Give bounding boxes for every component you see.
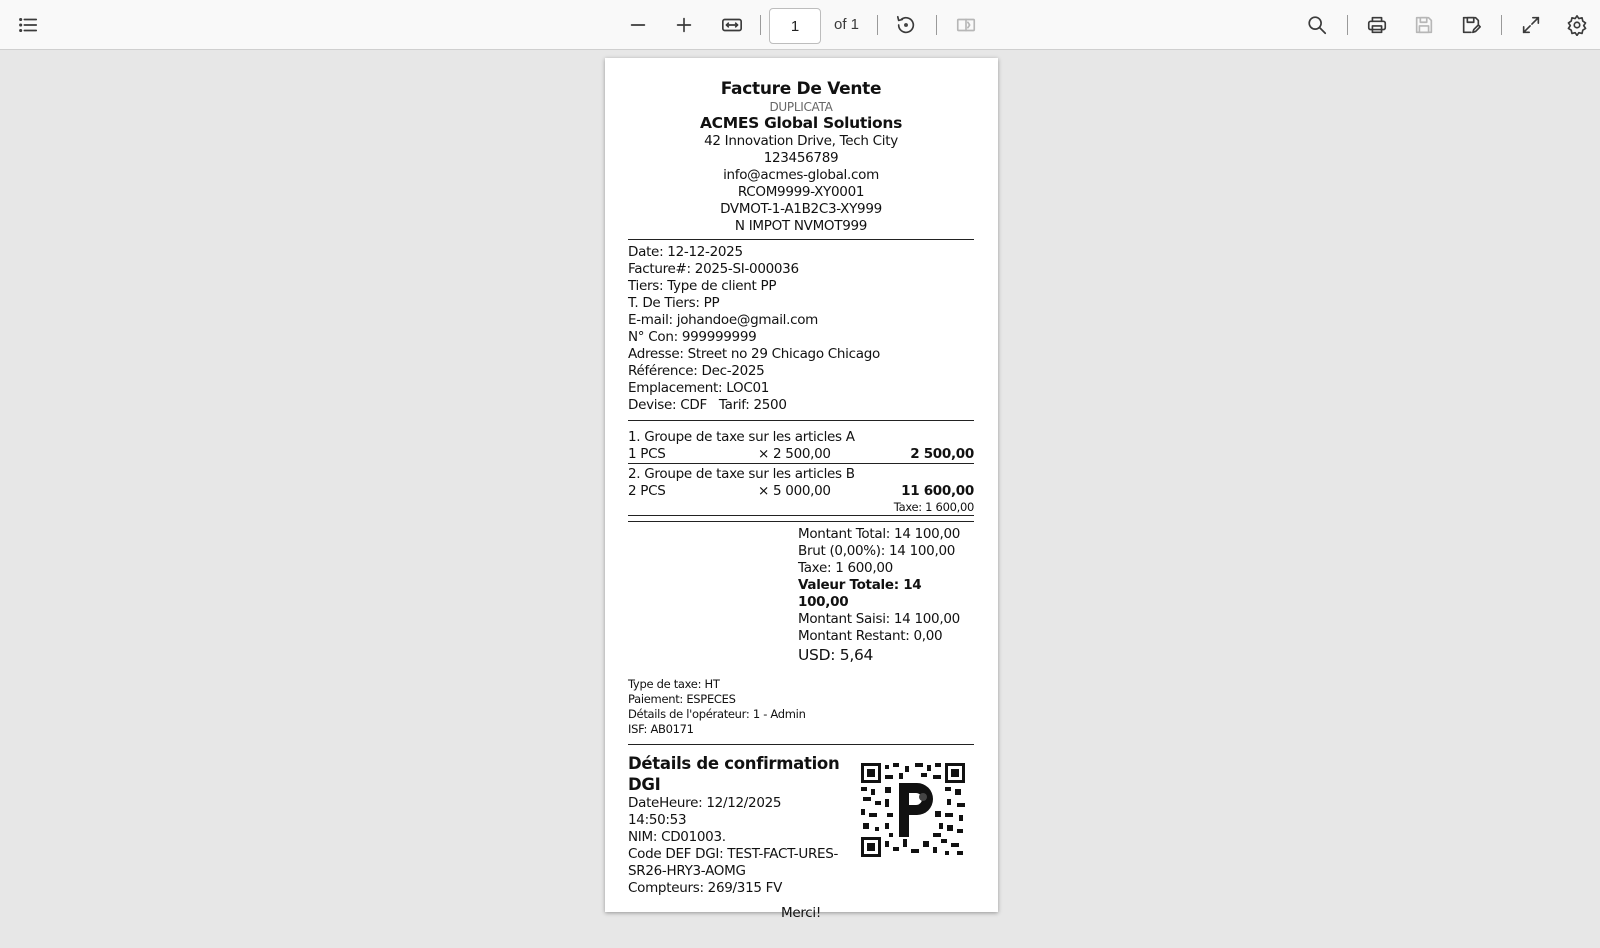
- toolbar-divider: [877, 15, 878, 35]
- dgi-line: Code DEF DGI: TEST-FACT-URES-SR26-HRY3-AOMG: [628, 846, 839, 879]
- item-qty: 1 PCS: [628, 446, 666, 462]
- page-count: of 1: [834, 16, 860, 33]
- company-rcom: RCOM9999-XY0001: [737, 184, 865, 200]
- info-line: N° Con: 999999999: [628, 329, 757, 345]
- list-icon[interactable]: [10, 7, 46, 43]
- fit-width-icon[interactable]: [714, 7, 750, 43]
- receipt: [628, 79, 974, 922]
- divider: [628, 463, 974, 464]
- dgi-line: Compteurs: 269/315 FV: [628, 880, 783, 896]
- info-line: Date: 12-12-2025: [628, 244, 743, 260]
- qr-code-icon: [861, 763, 965, 857]
- toolbar-divider: [936, 15, 937, 35]
- item-qty: 2 PCS: [628, 483, 666, 499]
- line-item: [628, 466, 974, 514]
- payment-line: Détails de l'opérateur: 1 - Admin: [628, 707, 806, 721]
- info-line: Facture#: 2025-SI-000036: [628, 261, 799, 277]
- total-saisi: Montant Saisi: 14 100,00: [798, 611, 960, 627]
- zoom-out-icon[interactable]: [620, 7, 656, 43]
- invoice-title: Facture De Vente: [720, 79, 882, 99]
- payment-info: [628, 677, 974, 737]
- company-dvmot: DVMOT-1-A1B2C3-XY999: [720, 201, 882, 217]
- total-montant: Montant Total: 14 100,00: [798, 526, 961, 542]
- line-item: [628, 429, 974, 463]
- company-address: 42 Innovation Drive, Tech City: [704, 133, 898, 149]
- info-line: Adresse: Street no 29 Chicago Chicago: [628, 346, 880, 362]
- settings-icon[interactable]: [1559, 7, 1595, 43]
- item-total: 2 500,00: [910, 446, 974, 462]
- payment-line: Type de taxe: HT: [628, 677, 720, 691]
- info-line: E-mail: johandoe@gmail.com: [628, 312, 819, 328]
- company-name: ACMES Global Solutions: [699, 114, 903, 132]
- toolbar-divider: [1501, 15, 1502, 35]
- item-price: × 2 500,00: [758, 446, 831, 462]
- fullscreen-icon[interactable]: [1513, 7, 1549, 43]
- dgi-line: DateHeure: 12/12/2025 14:50:53: [628, 795, 782, 828]
- zoom-in-icon[interactable]: [666, 7, 702, 43]
- two-page-icon[interactable]: [948, 7, 984, 43]
- divider: [628, 744, 974, 745]
- company-nimpot: N IMPOT NVMOT999: [734, 218, 868, 234]
- payment-line: ISF: AB0171: [628, 722, 694, 736]
- dgi-title: Détails de confirmation DGI: [628, 754, 840, 794]
- item-total: 11 600,00: [901, 483, 974, 499]
- info-line: Emplacement: LOC01: [628, 380, 770, 396]
- duplicate-label: DUPLICATA: [769, 100, 833, 114]
- total-taxe: Taxe: 1 600,00: [798, 560, 893, 576]
- total-brut: Brut (0,00%): 14 100,00: [798, 543, 956, 559]
- divider: [628, 521, 974, 522]
- info-line: Référence: Dec-2025: [628, 363, 765, 379]
- total-usd: USD: 5,64: [798, 646, 874, 664]
- total-restant: Montant Restant: 0,00: [798, 628, 943, 644]
- item-price: × 5 000,00: [758, 483, 831, 499]
- divider: [628, 239, 974, 240]
- totals-block: [798, 526, 974, 665]
- info-line: Tiers: Type de client PP: [628, 278, 777, 294]
- dgi-line: NIM: CD01003.: [628, 829, 726, 845]
- toolbar-divider: [1347, 15, 1348, 35]
- item-label: 1. Groupe de taxe sur les articles A: [628, 429, 855, 445]
- pdf-page: [605, 58, 998, 921]
- divider: [628, 420, 974, 421]
- item-label: 2. Groupe de taxe sur les articles B: [628, 466, 855, 482]
- page-number-input[interactable]: [769, 8, 821, 44]
- save-edit-icon[interactable]: [1453, 7, 1489, 43]
- print-icon[interactable]: [1359, 7, 1395, 43]
- search-icon[interactable]: [1299, 7, 1335, 43]
- dgi-section: [628, 749, 974, 897]
- rotate-icon[interactable]: [888, 7, 924, 43]
- save-icon[interactable]: [1406, 7, 1442, 43]
- info-line: T. De Tiers: PP: [628, 295, 720, 311]
- toolbar-divider: [760, 15, 761, 35]
- payment-line: Paiement: ESPECES: [628, 692, 736, 706]
- invoice-info: [628, 244, 974, 414]
- info-line: Devise: CDF Tarif: 2500: [628, 397, 787, 413]
- thank-you: Merci!: [781, 905, 821, 921]
- item-tax: Taxe: 1 600,00: [893, 500, 974, 514]
- total-valeur: Valeur Totale: 14 100,00: [798, 577, 922, 610]
- pdf-toolbar: [0, 0, 1600, 50]
- company-email: info@acmes-global.com: [723, 167, 879, 183]
- company-phone: 123456789: [763, 150, 839, 166]
- divider: [628, 515, 974, 516]
